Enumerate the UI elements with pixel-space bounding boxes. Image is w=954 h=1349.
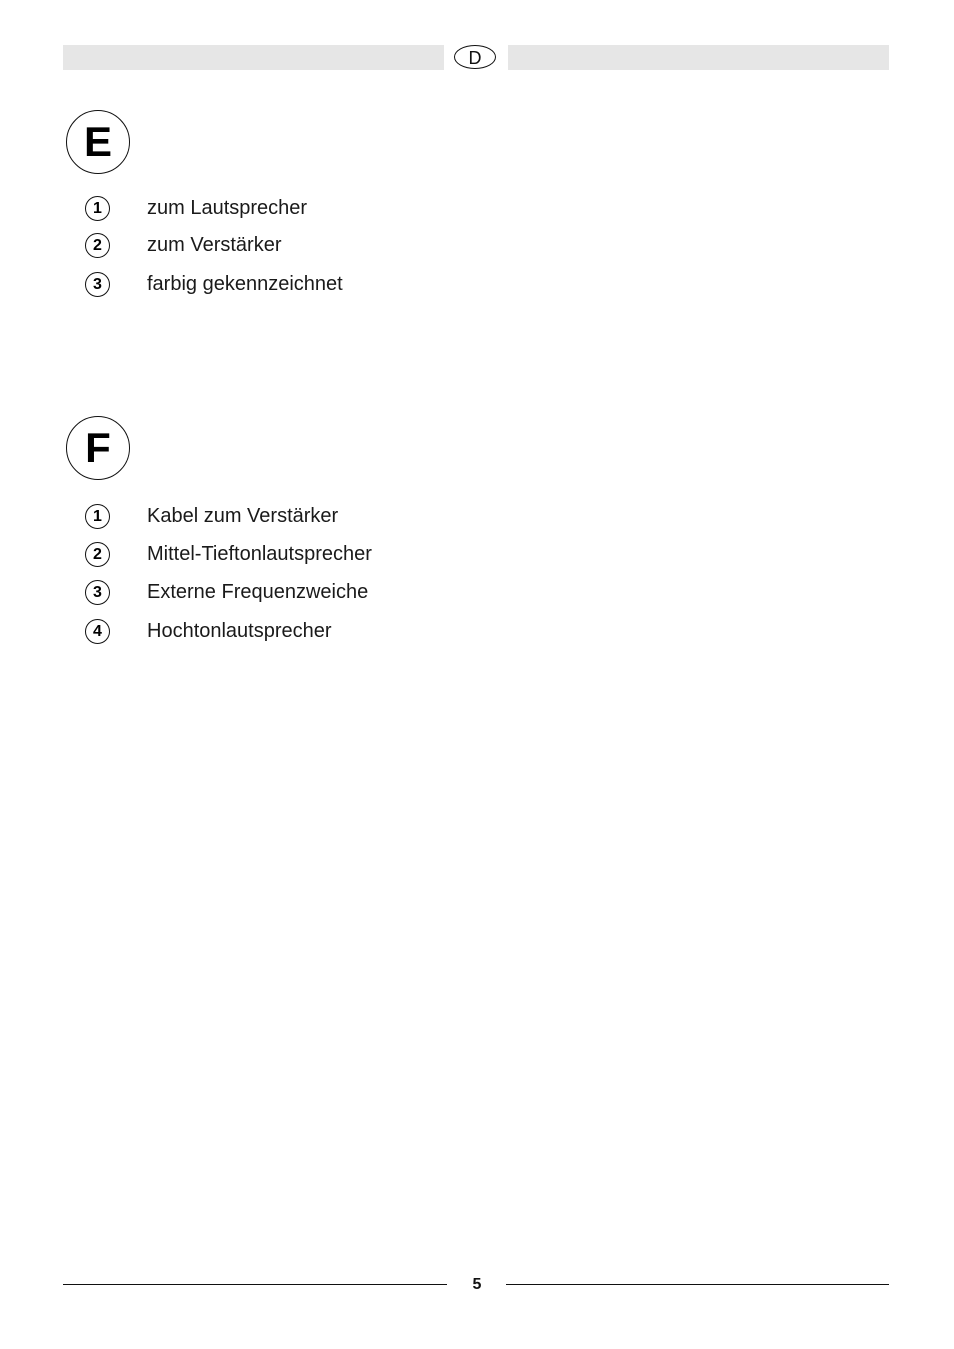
list-item-label: Externe Frequenzweiche	[147, 581, 369, 603]
number-circle-icon: 1	[85, 504, 110, 529]
list-item-label: Hochtonlautsprecher	[147, 620, 332, 642]
footer-rule-right	[506, 1284, 889, 1285]
number-circle-icon: 3	[85, 272, 110, 297]
page-number: 5	[472, 1276, 482, 1293]
footer-rule-left	[63, 1284, 447, 1285]
section-letter-f: F	[66, 416, 130, 480]
number-circle-icon: 3	[85, 580, 110, 605]
list-item-label: farbig gekennzeichnet	[147, 273, 343, 295]
section-letter-e: E	[66, 110, 130, 174]
list-item-label: Kabel zum Verstärker	[147, 505, 339, 527]
number-circle-icon: 2	[85, 542, 110, 567]
list-item-label: Mittel-Tieftonlautsprecher	[147, 543, 372, 565]
list-item-label: zum Lautsprecher	[147, 197, 308, 219]
number-circle-icon: 1	[85, 196, 110, 221]
number-circle-icon: 2	[85, 233, 110, 258]
list-item-label: zum Verstärker	[147, 234, 282, 256]
language-badge: D	[454, 45, 496, 69]
number-circle-icon: 4	[85, 619, 110, 644]
